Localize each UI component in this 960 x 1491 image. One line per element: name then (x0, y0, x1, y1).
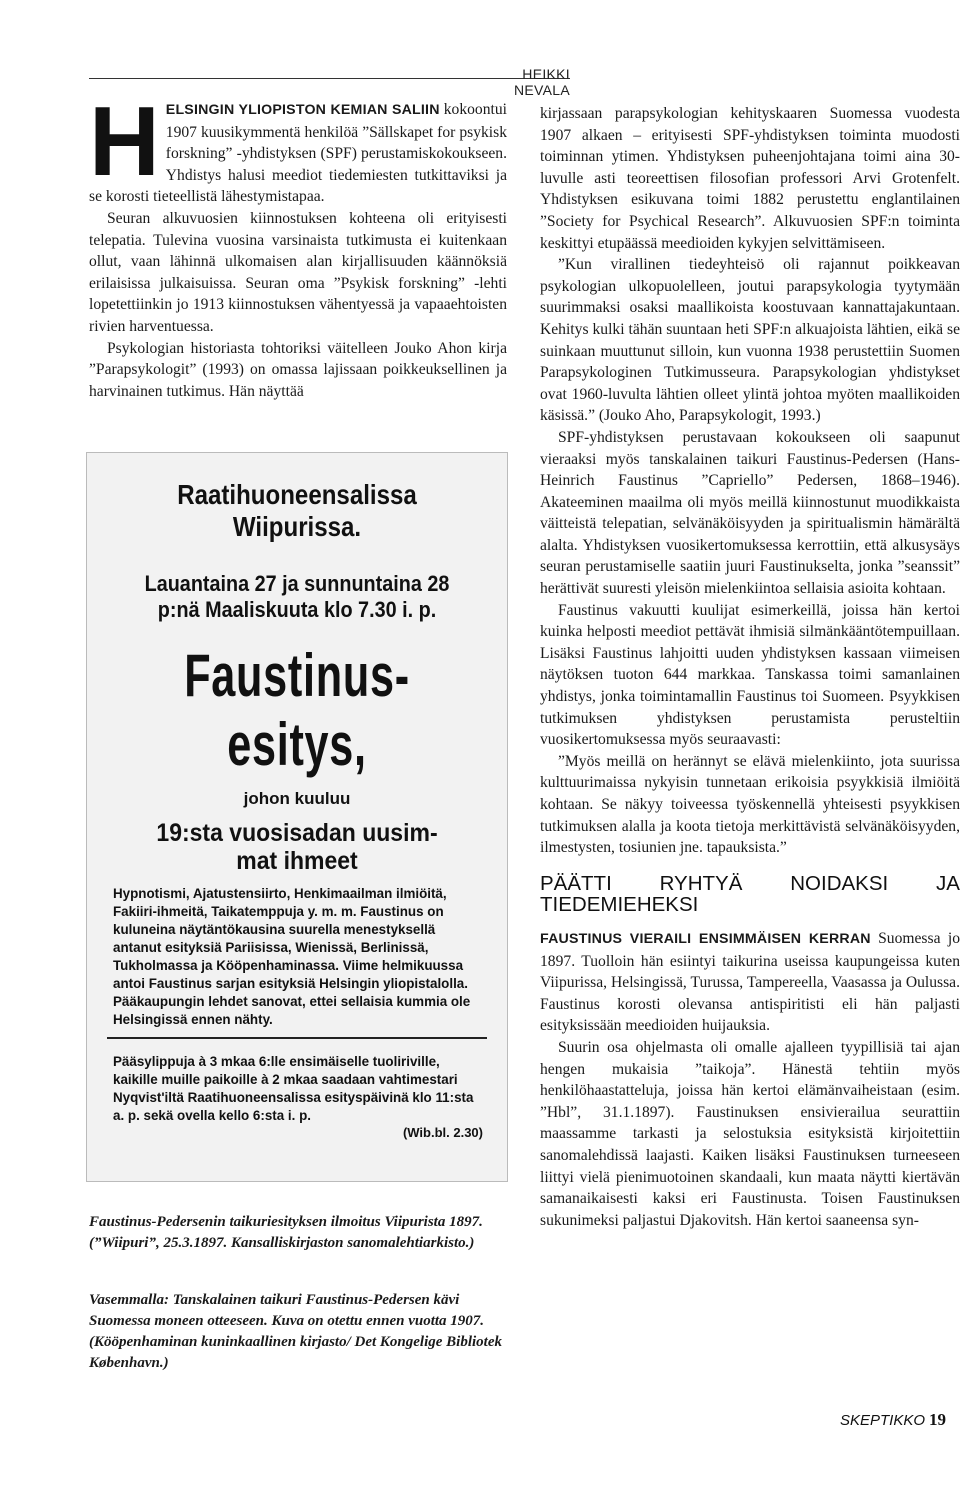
ad-ticket-text: Pääsylippuja à 3 mkaa 6:lle ensimäiselle tuoliriville, kaikille muille paikoille à 2 mkaa saadaan vahtimestari Nyqvist'iltä Raatihuoneensalissa esityspäivinä klo 11:sta a. p. sekä ovella kello 6:sta i. p. (113, 1054, 474, 1123)
photo-caption: Vasemmalla: Tanskalainen taikuri Faustinus-Pedersen kävi Suomessa moneen otteeseen. Kuva on otettu ennen vuotta 1907. (Kööpenhaminan kuninkaallinen kirjasto/ Det Kongelige Bibliotek København.) (89, 1292, 502, 1371)
paragraph-text: Suomessa jo 1897. Tuolloin hän esiintyi taikurina useissa kaupungeissa kuten Viipurissa, Helsingissä, Turussa, Tampereella, Vaasassa ja Oulussa. Faustinus korosti olevansa antispiritisti eli hän paljasti esityksissään meedioiden huijauksia. (540, 929, 960, 1035)
ad-headline: Faustinus-esitys, (184, 642, 410, 778)
page-footer (840, 1410, 946, 1430)
paragraph: kirjassaan parapsykologian kehityskaaren Suomessa vuodesta 1907 alkaen – erityisesti SPF-yhdistyksen toiminta muodosti toiminnan ytimen. Yhdistyksen puheenjohtajana toimi aina 30-luvulle asti teoreettisen filosofian professori Arvi Grotenfelt. Yhdistyksen esikuvana toimi 1882 perustettu englantilainen ”Society for Psychical Research”. Alkuvuosien SPF:n toiminta keskittyi etupäässä meedioiden kykyjen selvittämiseen. (540, 105, 960, 252)
intro-paragraph (89, 86, 507, 208)
paragraph: ”Kun virallinen tiedeyhteisö oli rajannut poikkeavan psykologian ulkopuolelleen, joutui parapsykologia tyytymään suurimmaksi osaksi maallikoista koostuvaan kannattajakuntaan. Kehitys kulki tähän suuntaan heti SPF:n alkuajoista lähtien, eikä se suinkaan muuttunut silloin, kun vuonna 1938 perustettiin Suomen Parapsykologinen Tutkimusseura. Parapsykologian yhdistykset ovat 1960-luvulta lähtien olleet ylintä johtoa myöten maallikoiden käsissä.” (Jouko Aho, Parapsykologit, 1993.) (540, 256, 960, 425)
right-column (540, 103, 960, 1231)
ad-body-text: Hypnotismi, Ajatustensiirto, Henkimaailman ilmiöitä, Fakiiri-ihmeitä, Taikatemppuja y. m. m. Faustinus on kuluneina näytäntökausina suurella menestyksellä antanut esityksiä Pariisissa, Wienissä, Berlinissä, Tukholmassa ja Kööpenhaminassa. Viime helmikuussa antoi Faustinus sarjan esityksiä Helsingin yliopistalolla. Pääkaupungin lehdet sanovat, ettei sellaisia kummia ole Helsingissä ennen nähty. (113, 886, 471, 1027)
section-intro-paragraph (540, 928, 960, 1037)
image-caption: Faustinus-Pedersenin taikuriesityksen ilmoitus Viipurista 1897. (”Wiipuri”, 25.3.1897. Kansalliskirjaston sanomalehtiarkisto.) (89, 1214, 483, 1251)
drop-cap: H (89, 86, 160, 196)
paragraph: Suurin osa ohjelmasta oli omalle ajalleen tyypillisiä tai ajan hengen mukaisia ”taikoja”. Hänestä tehtiin myös henkilöhaastatteluja, joissa hän kertoi elämänvaiheistaan (esim. ”Hbl”, 31.1.1897). Faustinuksen ensivierailua seurattiin maassamme tarkasti ja selostuksia esityksistä kirjoitettiin sanomalehdissä laajasti. Kaiken lisäksi Faustinuksen turneeseen liittyi vielä pienimuotoinen skandaali, kun maata näytti kiertävän samanaikaisesti kaksi eri Faustinusta. Toisen Faustinuksen sukunimeksi paljastui Djakovitsh. Hän kertoi saaneensa syn- (540, 1038, 960, 1229)
newspaper-clipping-image (86, 452, 508, 1182)
page-number: 19 (929, 1410, 947, 1429)
paragraph-text: kokoontui 1907 kuusikymmentä henkilöä ”Sällskapet for psykisk forskning” -yhdistyksen (SPF) perustamiskokoukseen. Yhdistys halusi meediot tiedemiesten tutkittaviksi ja se korosti tieteellistä lähestymistapaa. (89, 101, 507, 206)
lead-in: ELSINGIN YLIOPISTON KEMIAN SALIIN (165, 102, 440, 118)
ad-subline: johon kuuluu (243, 789, 351, 808)
section-heading: PÄÄTTI RYHTYÄ NOIDAKSI JA TIEDEMIEHEKSI (540, 871, 960, 917)
lead-in: FAUSTINUS VIERAILI ENSIMMÄISEN KERRAN (540, 930, 871, 947)
magazine-name: SKEPTIKKO (840, 1412, 926, 1429)
ad-reference: (Wib.bl. 2.30) (402, 1125, 483, 1140)
quote-paragraph: ”Myös meillä on herännyt se elävä mielenkiinto, jota suurissa kulttuurimaissa nykyisin tunnetaan erikoisia psyykkisiä ilmiöitä kohtaan. Se näkyy toiveessa työskennellä yhteisesti psyykkisen tutkimuksen alalla ja koota tietoja merkittävistä selvänäköisyyden, ilmestysten, tosiunien jne. tapauksista.” (540, 752, 960, 857)
paragraph: Faustinus vakuutti kuulijat esimerkeillä, joissa hän kertoi kuinka helposti meediot pettävät ihmisiä silmänkääntötempuillaan. Lisäksi Faustinus lahjoitti uuden yhdistyksen kassaan viimeisen näytöksen tuoton 644 markkaa. Tanskassa toimi samanlainen yhdistys, jonka toimintamallin Faustinus toi Suomeen. Psyykkisen tutkimuksen yhdistyksen perustamista perusteltiin vuosikertomuksessa myös seuraavasti: (540, 601, 960, 749)
paragraph: Seuran alkuvuosien kiinnostuksen kohteena oli erityisesti telepatia. Tulevina vuosina varsinaista tutkimusta ei kuitenkaan ollut, vaan lähinnä ulkomaisen alan kirjallisuuden käännöksiä erilaisissa julkaisuissa. Seuran oma ”Psykisk forskning” -lehti lopetettiinkin jo 1913 kiinnostuksen vähentyessä ja vapaaehtoisten rivien harventuessa. (89, 209, 507, 335)
ad-venue: Raatihuoneensalissa Wiipurissa. (177, 479, 417, 542)
paragraph: Psykologian historiasta tohtoriksi väitelleen Jouko Ahon kirja ”Parapsykologit” (1993) on omassa lajissaan poikkeuksellinen ja harvinainen tutkimus. Hän näyttää (89, 339, 507, 400)
ad-time-line: p:nä Maaliskuuta klo 7.30 i. p. (157, 597, 437, 622)
author-name: HEIKKI NEVALA (513, 66, 570, 98)
ad-date-line: Lauantaina 27 ja sunnuntaina 28 (144, 571, 450, 596)
ad-tagline-1: 19:sta vuosisadan uusim- (156, 819, 438, 847)
paragraph: SPF-yhdistyksen perustavaan kokoukseen oli saapunut vieraaksi myös tanskalainen taikuri Faustinus-Pedersen (Hans-Heinrich Faustinus ”Capriello” Pedersen, 1868–1946). Akateeminen maailma oli myös meillä kiinnostunut muodikkaista väitteistä telepatian, selvänäköisyyden ja spiritualismin hämärältä alalta. Yhdistyksen vuosikertomuksessa kerrottiin, että alkusysäys seuran perustamiselle saatiin juuri Faustinukselta, jonka ”seanssit” herättivät suuresti yleisön mielenkiintoa sellaisia asioita kohtaan. (540, 428, 960, 598)
ad-tagline-2: mat ihmeet (236, 847, 358, 875)
ad-date (108, 571, 486, 623)
left-column (89, 86, 507, 402)
ad-tagline (104, 819, 490, 875)
